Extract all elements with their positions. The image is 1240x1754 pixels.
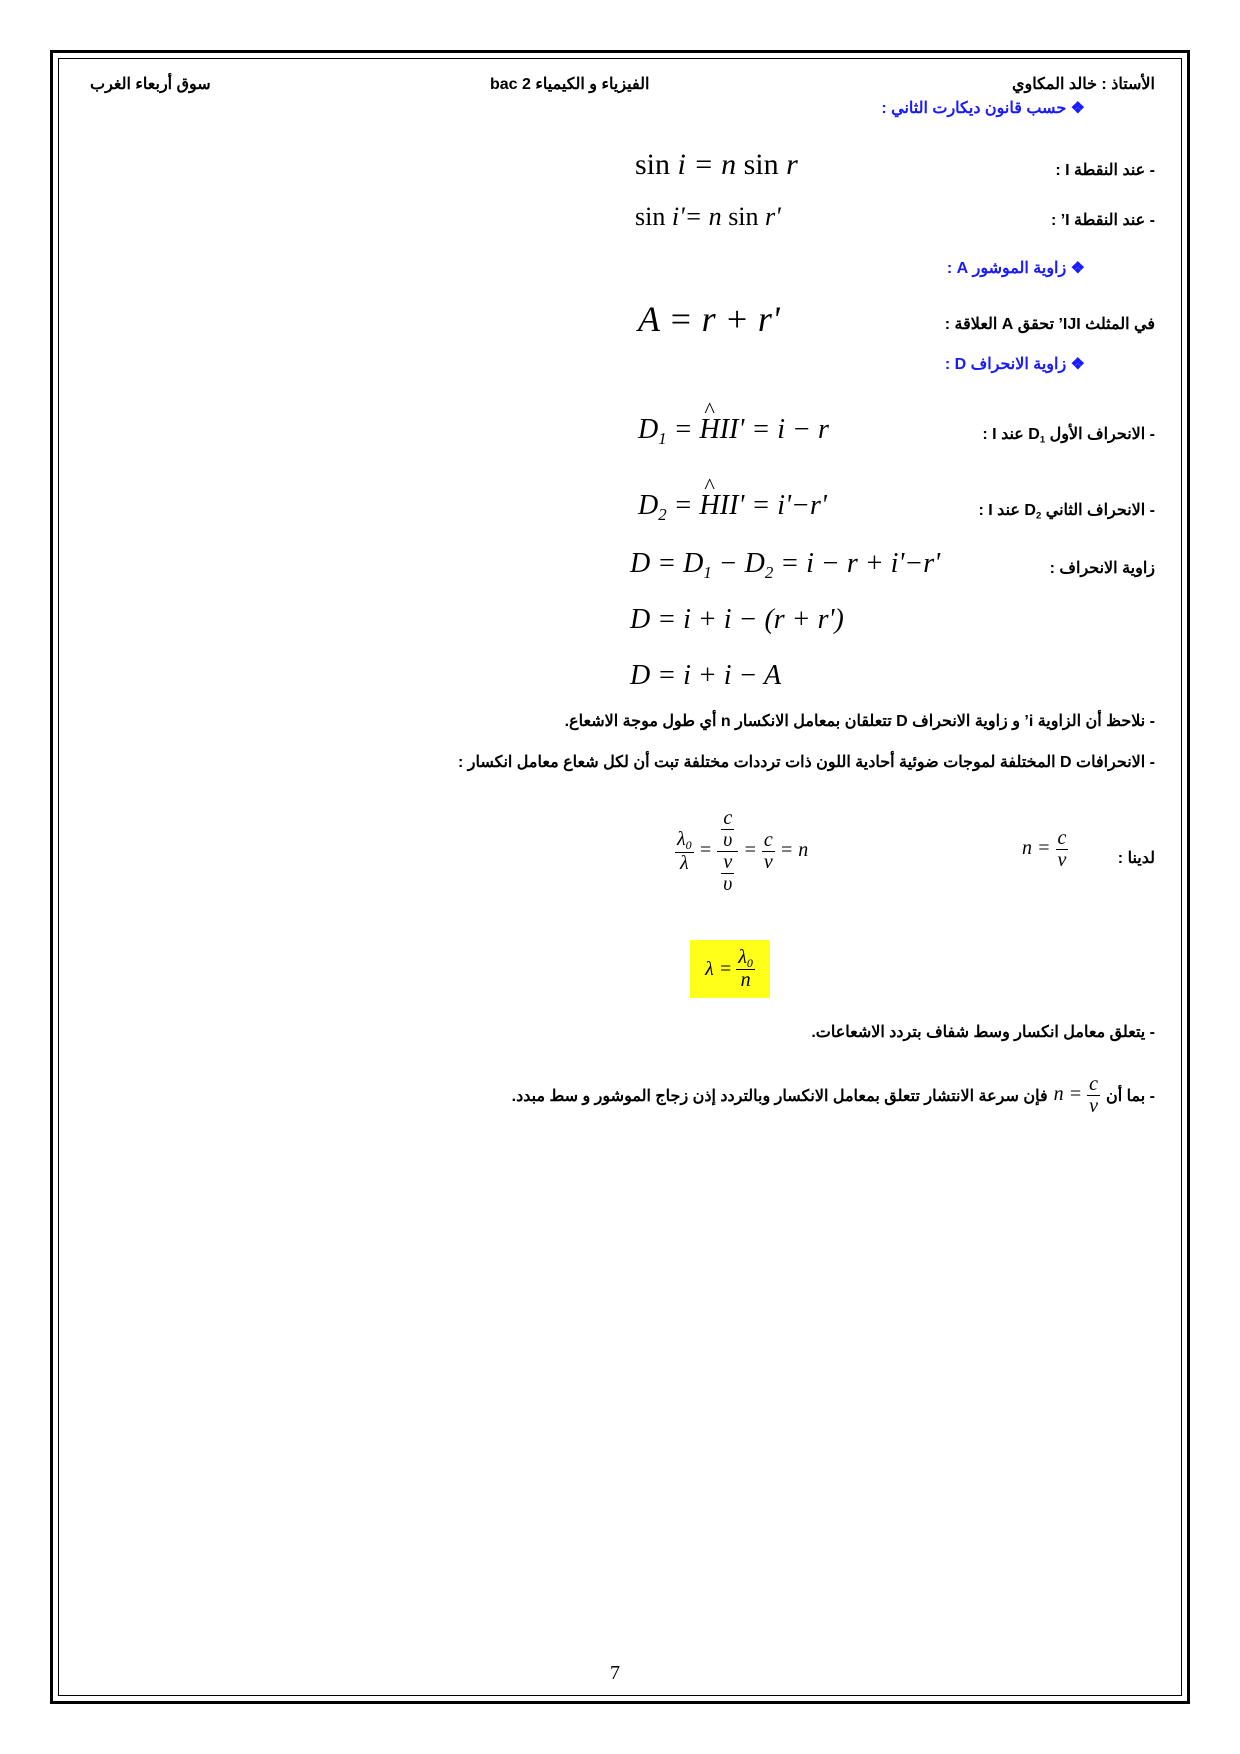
note4-suffix: فإن سرعة الانتشار تتعلق بمعامل الانكسار وبالتردد إذن زجاج الموشور و سط مبدد. [511,1087,1048,1105]
page-number: 7 [610,1662,620,1684]
note-deviation-dependence: - نلاحظ أن الزاوية i’ و زاوية الانحراف D تتعلقان بمعامل الانكسار n أي طول موجة الاشعاع. [564,713,1155,730]
deviation-equation-3: D = i + i − A [630,660,782,691]
ladayna-label: لدينا : [1117,850,1155,867]
triangle-label: في المثلث IJI’ تحقق A العلاقة : [944,316,1155,333]
d2-label: - الانحراف الثاني $D_2$ عند I : [978,502,1155,522]
d1-label: - الانحراف الأول $D_1$ عند I : [982,426,1155,446]
prism-angle-equation: A = r + r' [638,299,780,339]
n-equals-c-over-v: n = $\frac{c}{v}$ [1022,827,1067,871]
note4-prefix: - بما أن [1106,1087,1155,1105]
wavelength-ratio-equation: $\frac{\lambda_0}{\lambda}$ = $\frac{\frac{c}{\upsilon}}{\frac{v}{\upsilon}}$ = $\frac{c}{v}$ = n [677,807,809,895]
deviation-equation-2: D = i + i − (r + r') [630,604,844,635]
subject-title: الفيزياء و الكيمياء 2 bac [490,76,650,93]
prism-angle-title: ❖ زاوية الموشور A : [946,260,1085,277]
deviation-title: ❖ زاوية الانحراف D : [944,356,1085,373]
descartes-title: ❖ حسب قانون ديكارت الثاني : [881,100,1085,117]
deviation-angle-label: زاوية الانحراف : [1049,560,1155,577]
deviation-equation-1: $D = D_1 - D_2 = i - r + i'-r'$ [630,548,941,582]
inline-n-equation: n = $\frac{c}{v}$ [1053,1073,1098,1117]
note-frequency-dependence: - يتعلق معامل انكسار وسط شفاف بتردد الاشعاعات. [811,1024,1155,1041]
point-ip-equation: sin i'= n sin r' [635,202,781,231]
teacher-name: الأستاذ : خالد المكاوي [1011,76,1155,93]
note-refractive-index: - الانحرافات D المختلفة لموجات ضوئية أحادية اللون ذات ترددات مختلفة تبت أن لكل شعاع معامل انكسار : [457,754,1155,771]
school-name: سوق أربعاء الغرب [90,76,211,93]
point-i-label: - عند النقطة I : [1055,162,1155,179]
d1-equation: $D_1$ = ^ HII' = i − r [638,414,829,449]
lambda-highlighted-equation: λ = $\frac{\lambda_0}{n}$ [690,940,770,998]
note-dispersive-medium [512,1074,1155,1117]
point-ip-label: - عند النقطة I’ : [1050,212,1155,229]
point-i-equation: sin i = n sin r [635,148,798,181]
page-border-inner [58,58,1182,1696]
d2-equation: $D_2$ = ^ HII' = i'−r' [638,490,827,525]
